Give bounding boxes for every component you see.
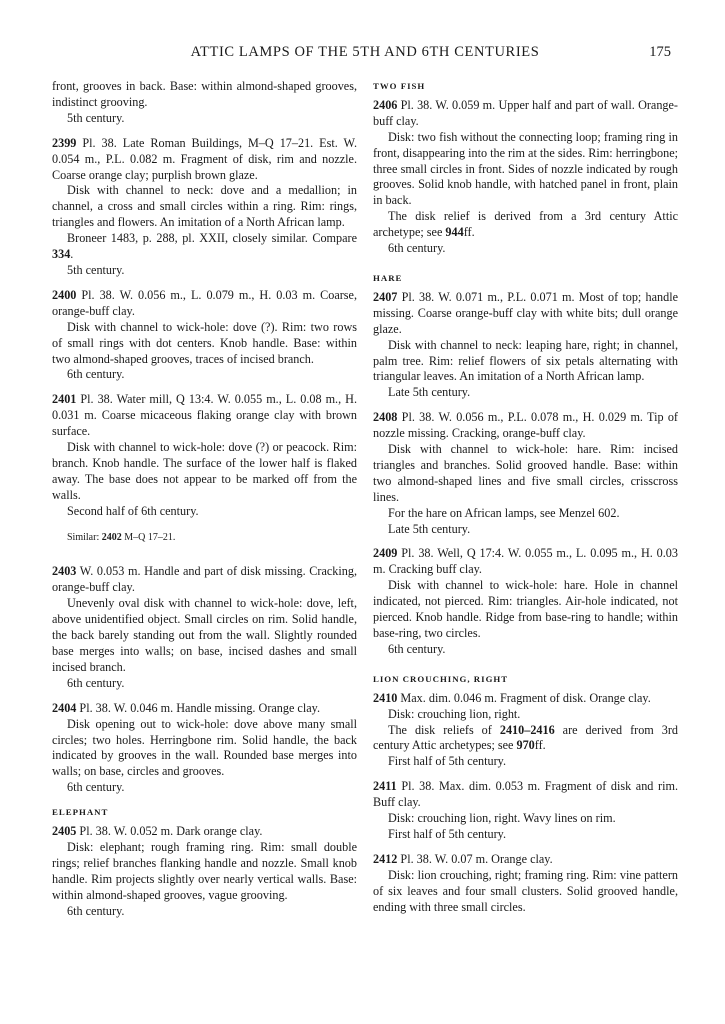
- section-heading-elephant: ELEPHANT: [52, 807, 109, 818]
- cross-reference[interactable]: 970: [516, 738, 535, 753]
- page-number: 175: [649, 44, 671, 60]
- cross-reference[interactable]: 944: [445, 225, 464, 240]
- entry-description: Disk: lion crouching, right; framing ring. Rim: vine pattern of six leaves and four small clusters. Solid grooved handle, ending with three small circles.: [373, 867, 678, 914]
- entry-note: The disk relief is derived from a 3rd century Attic archetype; see 944ff.: [373, 209, 678, 240]
- entry-date: 6th century.: [67, 903, 125, 918]
- catalogue-number: 2403: [52, 564, 77, 579]
- catalogue-number: 2399: [52, 135, 77, 150]
- catalogue-entry-2405: [52, 824, 357, 919]
- catalogue-number: 2407: [373, 289, 398, 304]
- catalogue-entry-2399: [52, 136, 357, 279]
- entry-description: Disk with channel to neck: leaping hare, right; in channel, palm tree. Rim: relief flowers of six petals alternating with triangular leaves. An imitation of a North African lamp.: [373, 337, 678, 384]
- catalogue-entry-2406: [373, 98, 678, 257]
- catalogue-number: 2404: [52, 700, 77, 715]
- entry-heading: Pl. 38. Well, Q 17:4. W. 0.055 m., L. 0.095 m., H. 0.03 m. Cracking buff clay.: [373, 546, 678, 577]
- left-column: [52, 79, 357, 920]
- cross-reference[interactable]: 2402: [101, 531, 122, 543]
- catalogue-number: 2401: [52, 392, 77, 407]
- entry-description: Disk with channel to wick-hole: dove (?) or peacock. Rim: branch. Knob handle. The surface of the lower half is flaked away. The base does not appear to be marked off from the walls.: [52, 440, 357, 502]
- section-heading-hare: HARE: [373, 272, 403, 283]
- running-title: ATTIC LAMPS OF THE 5TH AND 6TH CENTURIES: [190, 44, 540, 60]
- catalogue-number: 2411: [373, 779, 397, 794]
- entry-date: 5th century.: [67, 262, 125, 277]
- entry-heading: Pl. 38. W. 0.071 m., P.L. 0.071 m. Most of top; handle missing. Coarse orange-buff clay with white bits; dull orange glaze.: [373, 289, 678, 336]
- cross-reference[interactable]: 334: [52, 247, 71, 262]
- catalogue-entry-2408: [373, 410, 678, 537]
- cross-reference[interactable]: 2410–2416: [499, 722, 555, 737]
- catalogue-entry-2409: [373, 546, 678, 657]
- catalogue-number: 2409: [373, 546, 398, 561]
- catalogue-entry-2404: [52, 701, 357, 796]
- running-head: [0, 40, 725, 66]
- catalogue-number: 2412: [373, 851, 398, 866]
- entry-date: First half of 5th century.: [388, 754, 507, 769]
- entry-description: Disk with channel to wick-hole: hare. Hole in channel indicated, not pierced. Rim: triangles. Air-hole indicated, not pierced. Knob handle. Ridge from base-ring to handle; within base-ring, two circles.: [373, 578, 678, 640]
- catalogue-entry-2410: [373, 691, 678, 771]
- catalogue-entry-2403: [52, 564, 357, 691]
- entry-date: First half of 5th century.: [388, 826, 507, 841]
- catalogue-number: 2400: [52, 287, 77, 302]
- entry-heading: Pl. 38. Water mill, Q 13:4. W. 0.055 m., L. 0.08 m., H. 0.031 m. Coarse micaceous flaking orange clay with brown surface.: [52, 392, 357, 439]
- catalogue-entry-2401: [52, 392, 357, 545]
- catalogue-entry-2407: [373, 290, 678, 401]
- entry-date: Second half of 6th century.: [67, 503, 199, 518]
- entry-description: Disk with channel to neck: dove and a medallion; in channel, a cross and small circles within a ring. Rim: rings, triangles and flowers. An imitation of a North African lamp.: [52, 183, 357, 230]
- catalogue-number: 2408: [373, 410, 398, 425]
- entry-heading: Max. dim. 0.046 m. Fragment of disk. Orange clay.: [397, 690, 651, 705]
- entry-description: Unevenly oval disk with channel to wick-hole: dove, left, above unidentified object. Small circles on rim. Solid handle, the back barely standing out from the wall. Slightly rounded base merges into walls; on base, incised dashes and small incised branch.: [52, 596, 357, 674]
- entry-heading: Pl. 38. W. 0.059 m. Upper half and part of wall. Orange-buff clay.: [373, 97, 678, 128]
- continued-entry-text: front, grooves in back. Base: within almond-shaped grooves, indistinct grooving.: [52, 79, 357, 109]
- entry-date: 6th century.: [388, 241, 446, 256]
- entry-note: The disk reliefs of 2410–2416 are derived from 3rd century Attic archetypes; see 970ff.: [373, 722, 679, 753]
- entry-heading: Pl. 38. W. 0.056 m., L. 0.079 m., H. 0.03 m. Coarse, orange-buff clay.: [52, 287, 357, 318]
- entry-heading: Pl. 38. W. 0.046 m. Handle missing. Orange clay.: [76, 700, 320, 715]
- entry-heading: Pl. 38. W. 0.052 m. Dark orange clay.: [76, 824, 263, 839]
- section-heading-two-fish: TWO FISH: [373, 81, 426, 91]
- entry-date: 5th century.: [67, 110, 125, 125]
- entry-heading: Pl. 38. Late Roman Buildings, M–Q 17–21. Est. W. 0.054 m., P.L. 0.082 m. Fragment of disk, rim and nozzle. Coarse orange clay; purplish brown glaze.: [52, 135, 357, 182]
- catalogue-number: 2406: [373, 97, 398, 112]
- similar-note: Similar: 2402 M–Q 17–21.: [67, 531, 176, 543]
- entry-note: Broneer 1483, p. 288, pl. XXII, closely similar. Compare 334.: [52, 231, 357, 262]
- entry-heading: W. 0.053 m. Handle and part of disk missing. Cracking, orange-buff clay.: [52, 564, 357, 595]
- entry-note: For the hare on African lamps, see Menzel 602.: [388, 505, 620, 520]
- entry-date: 6th century.: [67, 780, 125, 795]
- entry-date: 6th century.: [67, 675, 125, 690]
- catalogue-entry-2400: [52, 288, 357, 383]
- catalogue-entry-2412: [373, 852, 678, 916]
- entry-description: Disk: two fish without the connecting loop; framing ring in front, disappearing into the rim at the sides. Rim: herringbone; three small circles in front. Sides of nozzle indicated by rough grooves. Solid knob handle, with hatched panel in front, plain in back.: [373, 129, 678, 208]
- entry-heading: Pl. 38. W. 0.056 m., P.L. 0.078 m., H. 0.029 m. Tip of nozzle missing. Cracking, orange-buff clay.: [373, 410, 678, 441]
- entry-date: Late 5th century.: [388, 521, 471, 536]
- entry-heading: Pl. 38. W. 0.07 m. Orange clay.: [397, 851, 553, 866]
- entry-description: Disk: crouching lion, right.: [388, 706, 521, 721]
- entry-heading: Pl. 38. Max. dim. 0.053 m. Fragment of disk and rim. Buff clay.: [373, 779, 678, 810]
- entry-description: Disk: elephant; rough framing ring. Rim: small double rings; relief branches flanking handle and nozzle. Small knob handle. Rim projects slightly over nearly vertical walls. Base: within almond-shaped grooves, vague grooving.: [52, 839, 357, 902]
- entry-date: Late 5th century.: [388, 385, 471, 400]
- entry-description: Disk opening out to wick-hole: dove above many small circles; two holes. Herringbone rim. Solid handle, the back indicated by grooves in the wall. Rounded base merges into walls; on base, circles and grooves.: [52, 716, 357, 779]
- entry-date: 6th century.: [388, 641, 446, 656]
- catalogue-number: 2405: [52, 824, 77, 839]
- entry-date: 6th century.: [67, 367, 125, 382]
- catalogue-entry-2411: [373, 779, 678, 843]
- section-heading-lion-crouching: LION CROUCHING, RIGHT: [373, 673, 509, 684]
- right-column: [373, 79, 678, 916]
- entry-description: Disk: crouching lion, right. Wavy lines on rim.: [388, 811, 616, 826]
- entry-description: Disk with channel to wick-hole: dove (?). Rim: two rows of small rings with dot centers. Knob handle. Base: within two almond-shaped grooves, traces of incised branch.: [52, 319, 357, 366]
- entry-description: Disk with channel to wick-hole: hare. Rim: incised triangles and branches. Solid grooved handle. Base: within two almond-shaped lines and five small circles, crisscross lines.: [373, 442, 678, 504]
- catalogue-number: 2410: [373, 690, 398, 705]
